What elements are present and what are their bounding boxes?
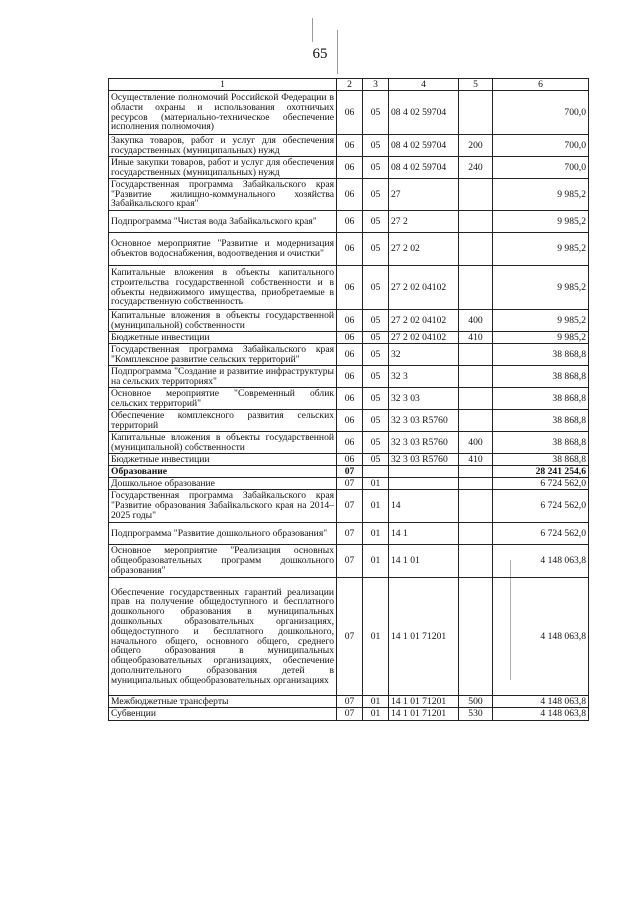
target-article-cell: 08 4 02 59704 [389, 157, 459, 179]
table-row [109, 266, 589, 310]
subsection-code-cell: 05 [363, 310, 389, 332]
expense-type-cell [459, 578, 493, 696]
expense-type-cell [459, 388, 493, 410]
section-code-cell: 06 [337, 157, 363, 179]
expense-type-cell [459, 478, 493, 490]
column-header: 2 [337, 79, 363, 91]
amount-cell: 38 868,8 [493, 454, 589, 466]
subsection-code-cell: 05 [363, 233, 389, 266]
target-article-cell: 14 1 01 [389, 545, 459, 578]
table-row [109, 454, 589, 466]
section-code-cell: 07 [337, 523, 363, 545]
expense-type-cell [459, 490, 493, 523]
section-code-cell: 06 [337, 233, 363, 266]
table-row [109, 432, 589, 454]
amount-cell: 9 985,2 [493, 233, 589, 266]
row-name-cell: Основное мероприятие "Развитие и модернизация объектов водоснабжения, водоотведения и очистки" [109, 233, 337, 266]
expense-type-cell: 500 [459, 696, 493, 708]
expense-type-cell [459, 266, 493, 310]
table-row [109, 135, 589, 157]
section-code-cell: 06 [337, 179, 363, 211]
row-name-cell: Основное мероприятие "Реализация основных общеобразовательных программ дошкольного образования" [109, 545, 337, 578]
amount-cell: 9 985,2 [493, 332, 589, 344]
column-header: 6 [493, 79, 589, 91]
section-code-cell: 07 [337, 578, 363, 696]
column-header: 5 [459, 79, 493, 91]
subsection-code-cell: 05 [363, 432, 389, 454]
section-code-cell: 06 [337, 266, 363, 310]
amount-cell: 6 724 562,0 [493, 478, 589, 490]
section-code-cell: 06 [337, 432, 363, 454]
row-name-cell: Капитальные вложения в объекты капитального строительства государственной собственности и в объекты недвижимого имущества, приобретаемые в государственную собственность [109, 266, 337, 310]
row-name-cell: Государственная программа Забайкальского края "Комплексное развитие сельских территорий" [109, 344, 337, 366]
amount-cell: 6 724 562,0 [493, 490, 589, 523]
expense-type-cell [459, 91, 493, 135]
target-article-cell: 27 [389, 179, 459, 211]
amount-cell: 9 985,2 [493, 179, 589, 211]
amount-cell: 6 724 562,0 [493, 523, 589, 545]
section-code-cell: 06 [337, 454, 363, 466]
table-row [109, 578, 589, 696]
row-name-cell: Подпрограмма "Развитие дошкольного образования" [109, 523, 337, 545]
section-code-cell: 07 [337, 490, 363, 523]
row-name-cell: Основное мероприятие "Современный облик сельских территорий" [109, 388, 337, 410]
table-body [109, 91, 589, 721]
budget-table [108, 78, 589, 721]
subsection-code-cell: 01 [363, 523, 389, 545]
scan-artifact-line [312, 18, 313, 42]
subsection-code-cell: 05 [363, 266, 389, 310]
amount-cell: 700,0 [493, 91, 589, 135]
amount-cell: 9 985,2 [493, 310, 589, 332]
amount-cell: 4 148 063,8 [493, 578, 589, 696]
expense-type-cell [459, 233, 493, 266]
expense-type-cell [459, 211, 493, 233]
subsection-code-cell: 05 [363, 211, 389, 233]
subsection-code-cell: 05 [363, 91, 389, 135]
row-name-cell: Закупка товаров, работ и услуг для обеспечения государственных (муниципальных) нужд [109, 135, 337, 157]
section-code-cell: 06 [337, 135, 363, 157]
section-code-cell: 06 [337, 344, 363, 366]
row-name-cell: Осуществление полномочий Российской Федерации в области охраны и использования охотничьих ресурсов (материально-техническое обеспечение исполнения полномочия) [109, 91, 337, 135]
amount-cell: 28 241 254,6 [493, 466, 589, 478]
amount-cell: 700,0 [493, 157, 589, 179]
table-row [109, 310, 589, 332]
expense-type-cell [459, 344, 493, 366]
section-code-cell: 07 [337, 478, 363, 490]
expense-type-cell [459, 545, 493, 578]
target-article-cell: 32 3 03 R5760 [389, 432, 459, 454]
target-article-cell: 32 3 03 [389, 388, 459, 410]
expense-type-cell: 410 [459, 454, 493, 466]
target-article-cell: 14 [389, 490, 459, 523]
row-name-cell: Межбюджетные трансферты [109, 696, 337, 708]
section-code-cell: 06 [337, 410, 363, 432]
amount-cell: 700,0 [493, 135, 589, 157]
expense-type-cell [459, 466, 493, 478]
row-name-cell: Подпрограмма "Создание и развитие инфраструктуры на сельских территориях" [109, 366, 337, 388]
section-code-cell: 06 [337, 366, 363, 388]
row-name-cell: Образование [109, 466, 337, 478]
target-article-cell: 32 3 [389, 366, 459, 388]
amount-cell: 4 148 063,8 [493, 708, 589, 721]
target-article-cell: 32 3 03 R5760 [389, 410, 459, 432]
target-article-cell: 14 1 01 71201 [389, 708, 459, 721]
table-row [109, 179, 589, 211]
section-code-cell: 07 [337, 545, 363, 578]
row-name-cell: Государственная программа Забайкальского края "Развитие жилищно-коммунального хозяйства Забайкальского края" [109, 179, 337, 211]
table-row [109, 91, 589, 135]
target-article-cell: 27 2 02 04102 [389, 310, 459, 332]
subsection-code-cell: 05 [363, 366, 389, 388]
table-row [109, 332, 589, 344]
column-header: 4 [389, 79, 459, 91]
subsection-code-cell: 01 [363, 578, 389, 696]
amount-cell: 9 985,2 [493, 266, 589, 310]
row-name-cell: Обеспечение комплексного развития сельских территорий [109, 410, 337, 432]
row-name-cell: Дошкольное образование [109, 478, 337, 490]
expense-type-cell [459, 179, 493, 211]
table-row [109, 696, 589, 708]
section-code-cell: 06 [337, 211, 363, 233]
expense-type-cell: 200 [459, 135, 493, 157]
amount-cell: 38 868,8 [493, 366, 589, 388]
subsection-code-cell: 05 [363, 332, 389, 344]
amount-cell: 38 868,8 [493, 432, 589, 454]
table-row [109, 211, 589, 233]
target-article-cell: 27 2 02 04102 [389, 266, 459, 310]
row-name-cell: Субвенции [109, 708, 337, 721]
row-name-cell: Капитальные вложения в объекты государственной (муниципальной) собственности [109, 310, 337, 332]
expense-type-cell: 400 [459, 432, 493, 454]
subsection-code-cell: 05 [363, 454, 389, 466]
target-article-cell: 32 [389, 344, 459, 366]
page-number: 65 [312, 46, 328, 62]
target-article-cell: 14 1 01 71201 [389, 696, 459, 708]
subsection-code-cell: 05 [363, 344, 389, 366]
table-row [109, 157, 589, 179]
target-article-cell: 27 2 [389, 211, 459, 233]
row-name-cell: Обеспечение государственных гарантий реализации прав на получение общедоступного и бесплатного дошкольного образования в муниципальных дошкольных образовательных организациях, общедоступного и бесплатного дошкольного, начального общего, основного общего, среднего общего образования в муниципальных общеобразовательных организациях, обеспечение дополнительного образования детей в муниципальных общеобразовательных организациях [109, 578, 337, 696]
subsection-code-cell: 01 [363, 696, 389, 708]
amount-cell: 9 985,2 [493, 211, 589, 233]
table-row [109, 523, 589, 545]
section-code-cell: 06 [337, 388, 363, 410]
expense-type-cell: 530 [459, 708, 493, 721]
table-row [109, 388, 589, 410]
section-code-cell: 07 [337, 466, 363, 478]
table-row [109, 466, 589, 478]
expense-type-cell: 240 [459, 157, 493, 179]
subsection-code-cell: 01 [363, 490, 389, 523]
row-name-cell: Бюджетные инвестиции [109, 332, 337, 344]
amount-cell: 4 148 063,8 [493, 545, 589, 578]
row-name-cell: Государственная программа Забайкальского края "Развитие образования Забайкальского края на 2014–2025 годы" [109, 490, 337, 523]
expense-type-cell [459, 366, 493, 388]
target-article-cell: 14 1 [389, 523, 459, 545]
section-code-cell: 06 [337, 91, 363, 135]
table-header-row [109, 79, 589, 91]
amount-cell: 4 148 063,8 [493, 696, 589, 708]
row-name-cell: Бюджетные инвестиции [109, 454, 337, 466]
section-code-cell: 06 [337, 310, 363, 332]
target-article-cell: 14 1 01 71201 [389, 578, 459, 696]
amount-cell: 38 868,8 [493, 344, 589, 366]
expense-type-cell: 410 [459, 332, 493, 344]
amount-cell: 38 868,8 [493, 410, 589, 432]
table-row [109, 344, 589, 366]
subsection-code-cell: 05 [363, 157, 389, 179]
table-row [109, 545, 589, 578]
expense-type-cell: 400 [459, 310, 493, 332]
section-code-cell: 07 [337, 696, 363, 708]
row-name-cell: Капитальные вложения в объекты государственной (муниципальной) собственности [109, 432, 337, 454]
table-row [109, 478, 589, 490]
target-article-cell: 08 4 02 59704 [389, 135, 459, 157]
target-article-cell: 27 2 02 [389, 233, 459, 266]
table-row [109, 366, 589, 388]
target-article-cell [389, 466, 459, 478]
column-header: 3 [363, 79, 389, 91]
subsection-code-cell [363, 466, 389, 478]
expense-type-cell [459, 410, 493, 432]
target-article-cell: 32 3 03 R5760 [389, 454, 459, 466]
expense-type-cell [459, 523, 493, 545]
target-article-cell: 08 4 02 59704 [389, 91, 459, 135]
target-article-cell [389, 478, 459, 490]
section-code-cell: 07 [337, 708, 363, 721]
subsection-code-cell: 01 [363, 708, 389, 721]
subsection-code-cell: 01 [363, 545, 389, 578]
subsection-code-cell: 05 [363, 388, 389, 410]
table-row [109, 490, 589, 523]
row-name-cell: Подпрограмма "Чистая вода Забайкальского края" [109, 211, 337, 233]
table-row [109, 708, 589, 721]
subsection-code-cell: 05 [363, 179, 389, 211]
section-code-cell: 06 [337, 332, 363, 344]
amount-cell: 38 868,8 [493, 388, 589, 410]
subsection-code-cell: 05 [363, 135, 389, 157]
column-header: 1 [109, 79, 337, 91]
row-name-cell: Иные закупки товаров, работ и услуг для обеспечения государственных (муниципальных) нужд [109, 157, 337, 179]
target-article-cell: 27 2 02 04102 [389, 332, 459, 344]
subsection-code-cell: 05 [363, 410, 389, 432]
subsection-code-cell: 01 [363, 478, 389, 490]
table-row [109, 233, 589, 266]
table-row [109, 410, 589, 432]
